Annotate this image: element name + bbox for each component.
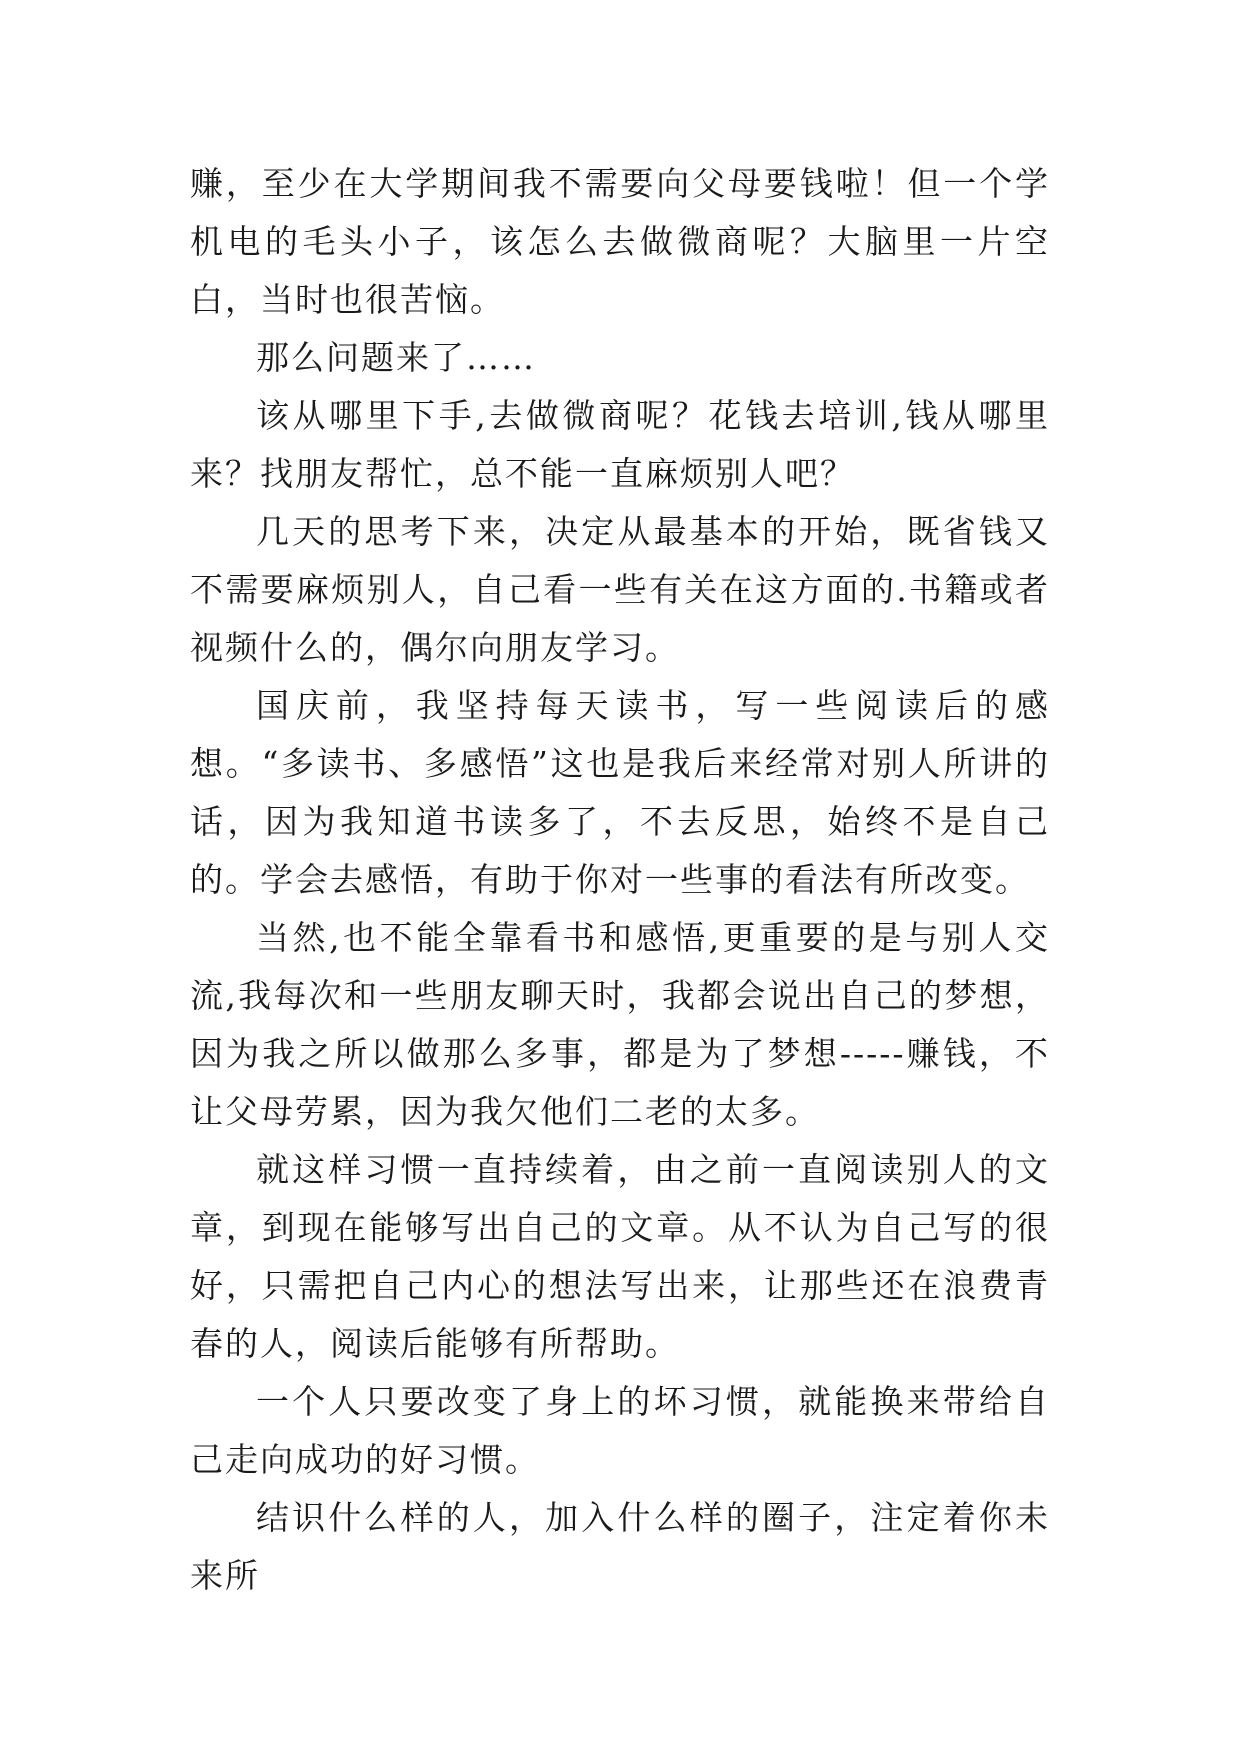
paragraph-4: 几天的思考下来，决定从最基本的开始，既省钱又不需要麻烦别人，自己看一些有关在这方面的.书籍或者视频什么的，偶尔向朋友学习。 <box>190 512 1050 667</box>
paragraph-3: 该从哪里下手,去做微商呢？花钱去培训,钱从哪里来？找朋友帮忙，总不能一直麻烦别人吧？ <box>190 396 1050 493</box>
body-text <box>190 155 1050 1605</box>
paragraph-1: 赚，至少在大学期间我不需要向父母要钱啦！但一个学机电的毛头小子，该怎么去做微商呢？大脑里一片空白，当时也很苦恼。 <box>190 164 1050 319</box>
paragraph-6: 当然,也不能全靠看书和感悟,更重要的是与别人交流,我每次和一些朋友聊天时，我都会说出自己的梦想，因为我之所以做那么多事，都是为了梦想-----赚钱，不让父母劳累，因为我欠他们二老的太多。 <box>190 918 1050 1131</box>
paragraph-9: 结识什么样的人，加入什么样的圈子，注定着你未来所 <box>190 1498 1050 1595</box>
paragraph-5: 国庆前，我坚持每天读书，写一些阅读后的感想。“多读书、多感悟”这也是我后来经常对别人所讲的话，因为我知道书读多了，不去反思，始终不是自己的。学会去感悟，有助于你对一些事的看法有所改变。 <box>190 686 1050 899</box>
paragraph-7: 就这样习惯一直持续着，由之前一直阅读别人的文章，到现在能够写出自己的文章。从不认为自己写的很好，只需把自己内心的想法写出来，让那些还在浪费青春的人，阅读后能够有所帮助。 <box>190 1150 1050 1363</box>
paragraph-8: 一个人只要改变了身上的坏习惯，就能换来带给自己走向成功的好习惯。 <box>190 1382 1050 1479</box>
paragraph-2: 那么问题来了…… <box>256 338 536 377</box>
